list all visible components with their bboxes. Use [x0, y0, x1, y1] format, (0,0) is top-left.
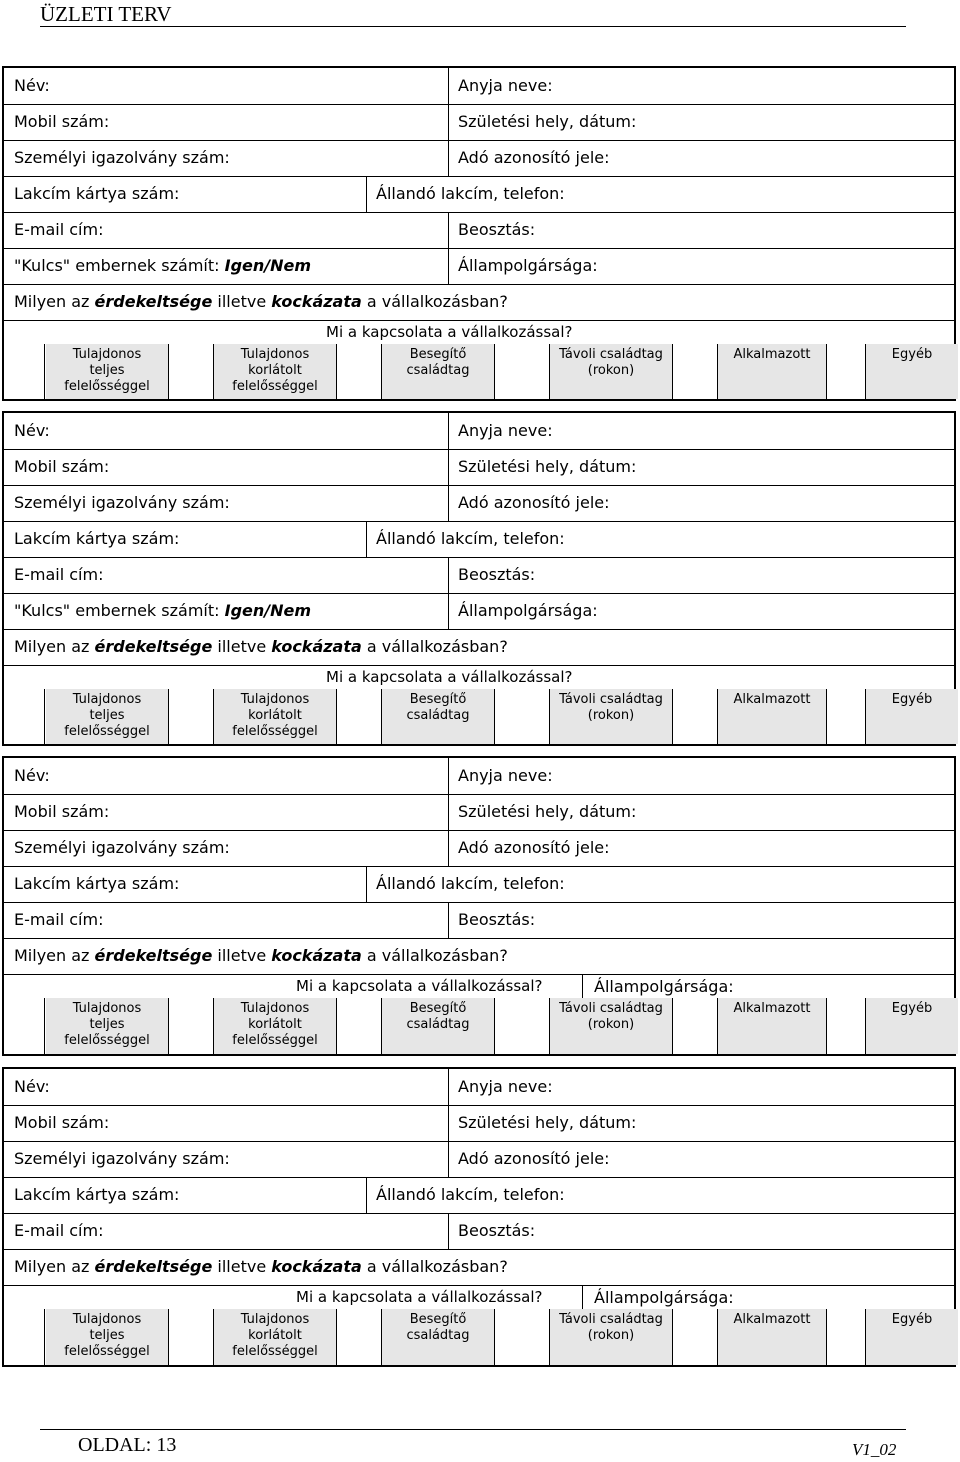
row-divider	[4, 485, 954, 486]
row-divider	[4, 974, 954, 975]
interest-part: érdekeltsége	[94, 637, 213, 656]
relation-option-label: Alkalmazott	[733, 692, 811, 707]
relation-option	[382, 344, 494, 399]
relation-checkbox[interactable]	[4, 344, 45, 399]
field-beosztas-label: Beosztás:	[458, 910, 536, 929]
relation-checkbox[interactable]	[672, 344, 718, 399]
row-divider	[4, 866, 954, 867]
field-szul-label: Születési hely, dátum:	[458, 457, 637, 476]
row-divider	[4, 248, 954, 249]
field-ado-label: Adó azonosító jele:	[458, 493, 610, 512]
version-label: V1_02	[852, 1440, 897, 1459]
relation-option	[866, 689, 958, 744]
relation-option	[382, 1309, 494, 1365]
relation-checkbox[interactable]	[4, 689, 45, 744]
relation-option-label: (rokon)	[587, 708, 635, 723]
relation-option-label: Besegítő	[409, 692, 467, 707]
row-divider	[4, 176, 954, 177]
relation-option-label: korlátolt	[248, 708, 302, 723]
relation-option-label: Tulajdonos	[72, 347, 142, 362]
relation-option	[214, 689, 336, 744]
relation-checkbox[interactable]	[168, 998, 214, 1054]
column-divider	[448, 794, 449, 830]
field-ado-label: Adó azonosító jele:	[458, 1149, 610, 1168]
field-anyja-label: Anyja neve:	[458, 1077, 553, 1096]
field-allando-label: Állandó lakcím, telefon:	[376, 874, 565, 893]
relation-option	[550, 998, 672, 1054]
page-number: OLDAL: 13	[78, 1434, 177, 1456]
interest-part: kockázata	[271, 1257, 362, 1276]
relation-option-label: teljes	[89, 708, 125, 723]
relation-option-label: korlátolt	[248, 1328, 302, 1343]
field-allampolgarsag-label: Állampolgársága:	[458, 256, 598, 275]
footer-line	[40, 1429, 906, 1430]
relation-option	[718, 689, 826, 744]
interest-part: a vállalkozásban?	[361, 946, 508, 965]
relation-option-label: felelősséggel	[64, 379, 150, 394]
relation-option-label: Egyéb	[891, 347, 933, 362]
row-divider	[4, 593, 954, 594]
relation-option-label: Tulajdonos	[240, 692, 310, 707]
field-mobil-label: Mobil szám:	[14, 1113, 110, 1132]
row-divider	[4, 1177, 954, 1178]
column-divider	[448, 1213, 449, 1249]
interest-part: illetve	[212, 1257, 272, 1276]
relation-checkbox[interactable]	[494, 998, 550, 1054]
interest-part: kockázata	[271, 292, 362, 311]
field-szul-label: Születési hely, dátum:	[458, 1113, 637, 1132]
field-lakcim-label: Lakcím kártya szám:	[14, 184, 180, 203]
relation-option	[550, 689, 672, 744]
column-divider	[448, 248, 449, 284]
relation-checkbox[interactable]	[826, 1309, 866, 1365]
relation-option-label: Távoli családtag	[559, 1001, 663, 1016]
field-allampolgarsag-label: Állampolgársága:	[594, 977, 734, 996]
relation-option-label: felelősséggel	[232, 724, 318, 739]
field-anyja-label: Anyja neve:	[458, 766, 553, 785]
row-divider	[4, 104, 954, 105]
relation-option-label: felelősséggel	[64, 1033, 150, 1048]
field-mobil-label: Mobil szám:	[14, 457, 110, 476]
row-divider	[4, 521, 954, 522]
relation-option-label: (rokon)	[587, 1328, 635, 1343]
relation-option-label: Tulajdonos	[72, 692, 142, 707]
relation-option-label: Alkalmazott	[733, 1001, 811, 1016]
field-nev-label: Név:	[14, 1077, 50, 1096]
person-block	[2, 66, 956, 401]
relation-option	[718, 1309, 826, 1365]
field-nev-label: Név:	[14, 421, 50, 440]
kulcs-choice: Igen/Nem	[224, 601, 312, 620]
relation-option	[214, 1309, 336, 1365]
kulcs-choice: Igen/Nem	[224, 256, 312, 275]
row-divider	[4, 665, 954, 666]
interest-part: illetve	[212, 637, 272, 656]
relation-option	[718, 998, 826, 1054]
field-ado-label: Adó azonosító jele:	[458, 148, 610, 167]
row-divider	[4, 794, 954, 795]
relation-checkbox[interactable]	[168, 689, 214, 744]
relation-option-label: Tulajdonos	[240, 347, 310, 362]
person-block	[2, 1067, 956, 1367]
relation-option-label: Távoli családtag	[559, 692, 663, 707]
relation-option	[46, 998, 168, 1054]
column-divider	[448, 485, 449, 521]
relation-option	[866, 1309, 958, 1365]
interest-part: a vállalkozásban?	[361, 1257, 508, 1276]
relation-option-label: felelősséggel	[232, 379, 318, 394]
column-divider	[366, 521, 367, 557]
relation-option-label: felelősséggel	[64, 1344, 150, 1359]
relation-option-label: korlátolt	[248, 1017, 302, 1032]
field-allando-label: Állandó lakcím, telefon:	[376, 184, 565, 203]
relation-checkbox[interactable]	[672, 689, 718, 744]
relation-option	[214, 344, 336, 399]
field-lakcim-label: Lakcím kártya szám:	[14, 874, 180, 893]
field-email-label: E-mail cím:	[14, 565, 104, 584]
relation-option-label: családtag	[406, 363, 470, 378]
relation-checkbox[interactable]	[494, 344, 550, 399]
relation-option-label: Egyéb	[891, 692, 933, 707]
field-beosztas-label: Beosztás:	[458, 220, 536, 239]
row-divider	[4, 902, 954, 903]
field-beosztas-label: Beosztás:	[458, 1221, 536, 1240]
field-ado-label: Adó azonosító jele:	[458, 838, 610, 857]
relation-checkbox[interactable]	[168, 344, 214, 399]
column-divider	[448, 593, 449, 629]
relation-question: Mi a kapcsolata a vállalkozással?	[296, 977, 543, 995]
column-divider	[448, 140, 449, 176]
column-divider	[448, 902, 449, 938]
interest-part: Milyen az	[14, 637, 95, 656]
relation-checkbox[interactable]	[494, 1309, 550, 1365]
row-divider	[4, 320, 954, 321]
field-szul-label: Születési hely, dátum:	[458, 802, 637, 821]
relation-option-label: teljes	[89, 1328, 125, 1343]
interest-part: illetve	[212, 946, 272, 965]
row-divider	[4, 140, 954, 141]
column-divider	[448, 413, 449, 449]
row-divider	[4, 1141, 954, 1142]
interest-question	[14, 946, 508, 966]
relation-checkbox[interactable]	[336, 689, 382, 744]
interest-part: érdekeltsége	[94, 1257, 213, 1276]
relation-option	[382, 998, 494, 1054]
relation-option-label: teljes	[89, 363, 125, 378]
relation-option-label: családtag	[406, 1328, 470, 1343]
field-email-label: E-mail cím:	[14, 910, 104, 929]
column-divider	[448, 1069, 449, 1105]
relation-checkbox[interactable]	[4, 998, 45, 1054]
relation-option-label: korlátolt	[248, 363, 302, 378]
field-szemelyi-label: Személyi igazolvány szám:	[14, 1149, 230, 1168]
column-divider	[448, 830, 449, 866]
field-allampolgarsag-label: Állampolgársága:	[458, 601, 598, 620]
relation-checkbox[interactable]	[4, 1309, 45, 1365]
row-divider	[4, 212, 954, 213]
relation-option-label: Besegítő	[409, 1312, 467, 1327]
relation-checkbox[interactable]	[672, 998, 718, 1054]
relation-checkbox[interactable]	[336, 1309, 382, 1365]
field-szul-label: Születési hely, dátum:	[458, 112, 637, 131]
person-block	[2, 756, 956, 1056]
relation-option	[718, 344, 826, 399]
row-divider	[4, 1105, 954, 1106]
field-anyja-label: Anyja neve:	[458, 76, 553, 95]
interest-part: kockázata	[271, 946, 362, 965]
kulcs-text: "Kulcs" embernek számít:	[14, 256, 225, 275]
relation-option-label: (rokon)	[587, 1017, 635, 1032]
field-mobil-label: Mobil szám:	[14, 802, 110, 821]
relation-checkbox[interactable]	[826, 998, 866, 1054]
relation-option-label: családtag	[406, 708, 470, 723]
relation-checkbox[interactable]	[672, 1309, 718, 1365]
interest-part: illetve	[212, 292, 272, 311]
interest-part: a vállalkozásban?	[361, 637, 508, 656]
row-divider	[4, 557, 954, 558]
relation-option-label: Egyéb	[891, 1312, 933, 1327]
page-title: ÜZLETI TERV	[40, 2, 172, 26]
column-divider	[366, 176, 367, 212]
row-divider	[4, 1213, 954, 1214]
relation-option-label: felelősséggel	[232, 1033, 318, 1048]
field-szemelyi-label: Személyi igazolvány szám:	[14, 838, 230, 857]
relation-option-label: teljes	[89, 1017, 125, 1032]
relation-option-label: Alkalmazott	[733, 347, 811, 362]
field-allando-label: Állandó lakcím, telefon:	[376, 529, 565, 548]
interest-question	[14, 637, 508, 657]
row-divider	[4, 830, 954, 831]
relation-checkbox[interactable]	[826, 344, 866, 399]
field-anyja-label: Anyja neve:	[458, 421, 553, 440]
relation-option-label: Tulajdonos	[240, 1312, 310, 1327]
relation-option-label: Egyéb	[891, 1001, 933, 1016]
relation-option	[46, 344, 168, 399]
column-divider	[366, 866, 367, 902]
column-divider	[448, 449, 449, 485]
field-allampolgarsag-label: Állampolgársága:	[594, 1288, 734, 1307]
relation-option-label: (rokon)	[587, 363, 635, 378]
relation-option-label: Besegítő	[409, 347, 467, 362]
field-email-label: E-mail cím:	[14, 220, 104, 239]
relation-option-label: Tulajdonos	[240, 1001, 310, 1016]
relation-option	[866, 344, 958, 399]
row-divider	[4, 1249, 954, 1250]
interest-part: Milyen az	[14, 1257, 95, 1276]
relation-option-label: felelősséggel	[64, 724, 150, 739]
column-divider	[448, 557, 449, 593]
relation-option-label: Alkalmazott	[733, 1312, 811, 1327]
relation-option	[382, 689, 494, 744]
field-lakcim-label: Lakcím kártya szám:	[14, 529, 180, 548]
field-szemelyi-label: Személyi igazolvány szám:	[14, 493, 230, 512]
relation-option	[866, 998, 958, 1054]
row-divider	[4, 284, 954, 285]
relation-question: Mi a kapcsolata a vállalkozással?	[326, 323, 573, 341]
interest-question	[14, 292, 508, 312]
relation-checkbox[interactable]	[336, 998, 382, 1054]
relation-option-label: Tulajdonos	[72, 1312, 142, 1327]
relation-option	[46, 689, 168, 744]
interest-part: Milyen az	[14, 292, 95, 311]
field-beosztas-label: Beosztás:	[458, 565, 536, 584]
column-divider	[448, 1141, 449, 1177]
interest-part: érdekeltsége	[94, 946, 213, 965]
interest-part: érdekeltsége	[94, 292, 213, 311]
person-block	[2, 411, 956, 746]
relation-option	[46, 1309, 168, 1365]
column-divider	[448, 212, 449, 248]
row-divider	[4, 938, 954, 939]
column-divider	[366, 1177, 367, 1213]
field-kulcs-label	[14, 601, 311, 621]
relation-checkbox[interactable]	[168, 1309, 214, 1365]
interest-part: kockázata	[271, 637, 362, 656]
relation-option-label: Besegítő	[409, 1001, 467, 1016]
field-szemelyi-label: Személyi igazolvány szám:	[14, 148, 230, 167]
relation-option	[214, 998, 336, 1054]
relation-checkbox[interactable]	[494, 689, 550, 744]
column-divider	[448, 1105, 449, 1141]
interest-part: Milyen az	[14, 946, 95, 965]
relation-option-label: felelősséggel	[232, 1344, 318, 1359]
field-allando-label: Állandó lakcím, telefon:	[376, 1185, 565, 1204]
relation-option	[550, 1309, 672, 1365]
field-lakcim-label: Lakcím kártya szám:	[14, 1185, 180, 1204]
title-underline	[40, 26, 906, 27]
interest-part: a vállalkozásban?	[361, 292, 508, 311]
relation-option	[550, 344, 672, 399]
row-divider	[4, 449, 954, 450]
relation-question: Mi a kapcsolata a vállalkozással?	[326, 668, 573, 686]
relation-checkbox[interactable]	[336, 344, 382, 399]
field-email-label: E-mail cím:	[14, 1221, 104, 1240]
kulcs-text: "Kulcs" embernek számít:	[14, 601, 225, 620]
relation-checkbox[interactable]	[826, 689, 866, 744]
interest-question	[14, 1257, 508, 1277]
column-divider	[582, 974, 583, 998]
relation-option-label: Távoli családtag	[559, 1312, 663, 1327]
relation-question: Mi a kapcsolata a vállalkozással?	[296, 1288, 543, 1306]
relation-option-label: Tulajdonos	[72, 1001, 142, 1016]
field-kulcs-label	[14, 256, 311, 276]
relation-option-label: Távoli családtag	[559, 347, 663, 362]
relation-option-label: családtag	[406, 1017, 470, 1032]
field-mobil-label: Mobil szám:	[14, 112, 110, 131]
row-divider	[4, 1285, 954, 1286]
column-divider	[448, 758, 449, 794]
field-nev-label: Név:	[14, 76, 50, 95]
column-divider	[448, 104, 449, 140]
column-divider	[448, 68, 449, 104]
row-divider	[4, 629, 954, 630]
column-divider	[582, 1285, 583, 1309]
field-nev-label: Név:	[14, 766, 50, 785]
